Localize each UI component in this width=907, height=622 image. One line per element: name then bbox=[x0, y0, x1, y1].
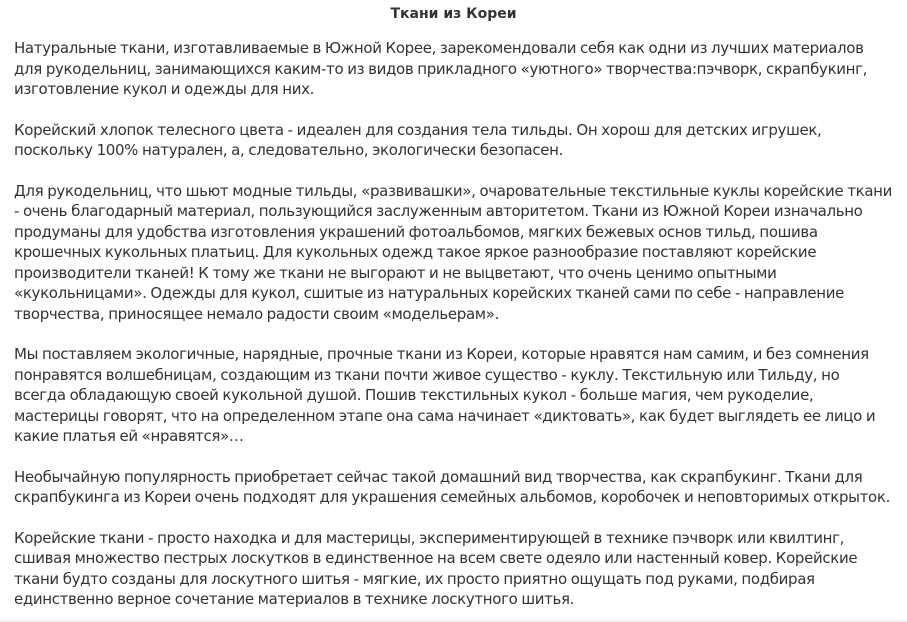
paragraph-scrapbooking: Необычайную популярность приобретает сейчас такой домашний вид творчества, как скрапбукинг. Ткани для скрапбукинга из Кореи очень подходят для украшения семейных альбомов, коробочек и неповторимых открыток. bbox=[14, 467, 891, 506]
paragraph-patchwork: Корейские ткани - просто находка и для мастерицы, экспериментирующей в технике пэчворк или квилтинг, сшивая множество пестрых лоскутков в единственное на всем свете одеяло или настенный ковер. Корейские ткани будто созданы для лоскутного шитья - мягкие, их просто приятно ощущать под руками, подбирая единственно верное сочетание материалов в технике лоскутного шитья. bbox=[14, 528, 858, 608]
paragraph-supply: Мы поставляем экологичные, нарядные, прочные ткани из Кореи, которые нравятся нам самим, и без сомнения понравятся волшебницам, создающим из ткани почти живое существо - куклу. Текстильную или Тильду, но всегда обладающую своей кукольной душой. Пошив текстильных кукол - больше магия, чем рукоделие, мастерицы говорят, что на определенном этапе она сама начинает «диктовать», как будет выглядеть ее лицо и какие платья ей «нравятся»… bbox=[14, 345, 876, 445]
article-title: Ткани из Кореи bbox=[390, 6, 517, 22]
paragraph-cotton: Корейский хлопок телесного цвета - идеален для создания тела тильды. Он хорош для детских игрушек, поскольку 100% натурален, а, следовательно, экологически безопасен. bbox=[14, 120, 822, 159]
bottom-edge-shadow bbox=[0, 618, 907, 622]
paragraph-intro: Натуральные ткани, изготавливаемые в Южной Корее, зарекомендовали себя как одни из лучших материалов для рукодельниц, занимающихся каким-то из видов прикладного «уютного» творчества:пэчворк, скрапбукинг, изготовление кукол и одежды для них. bbox=[14, 39, 868, 98]
paragraph-dolls: Для рукодельниц, что шьют модные тильды, «развивашки», очаровательные текстильные куклы корейские ткани - очень благодарный материал, пользующийся заслуженным авторитетом. Ткани из Южной Кореи изначально продуманы для удобства изготовления украшений фотоальбомов, мягких бежевых основ тильд, пошива крошечных кукольных платьиц. Для кукольных одежд такое яркое разнообразие поставляют корейские производители тканей! К тому же ткани не выгорают и не выцветают, что очень ценимо опытными «кукольницами». Одежды для кукол, сшитые из натуральных корейских тканей сами по себе - направление творчества, приносящее немало радости своим «модельерам». bbox=[14, 181, 893, 323]
